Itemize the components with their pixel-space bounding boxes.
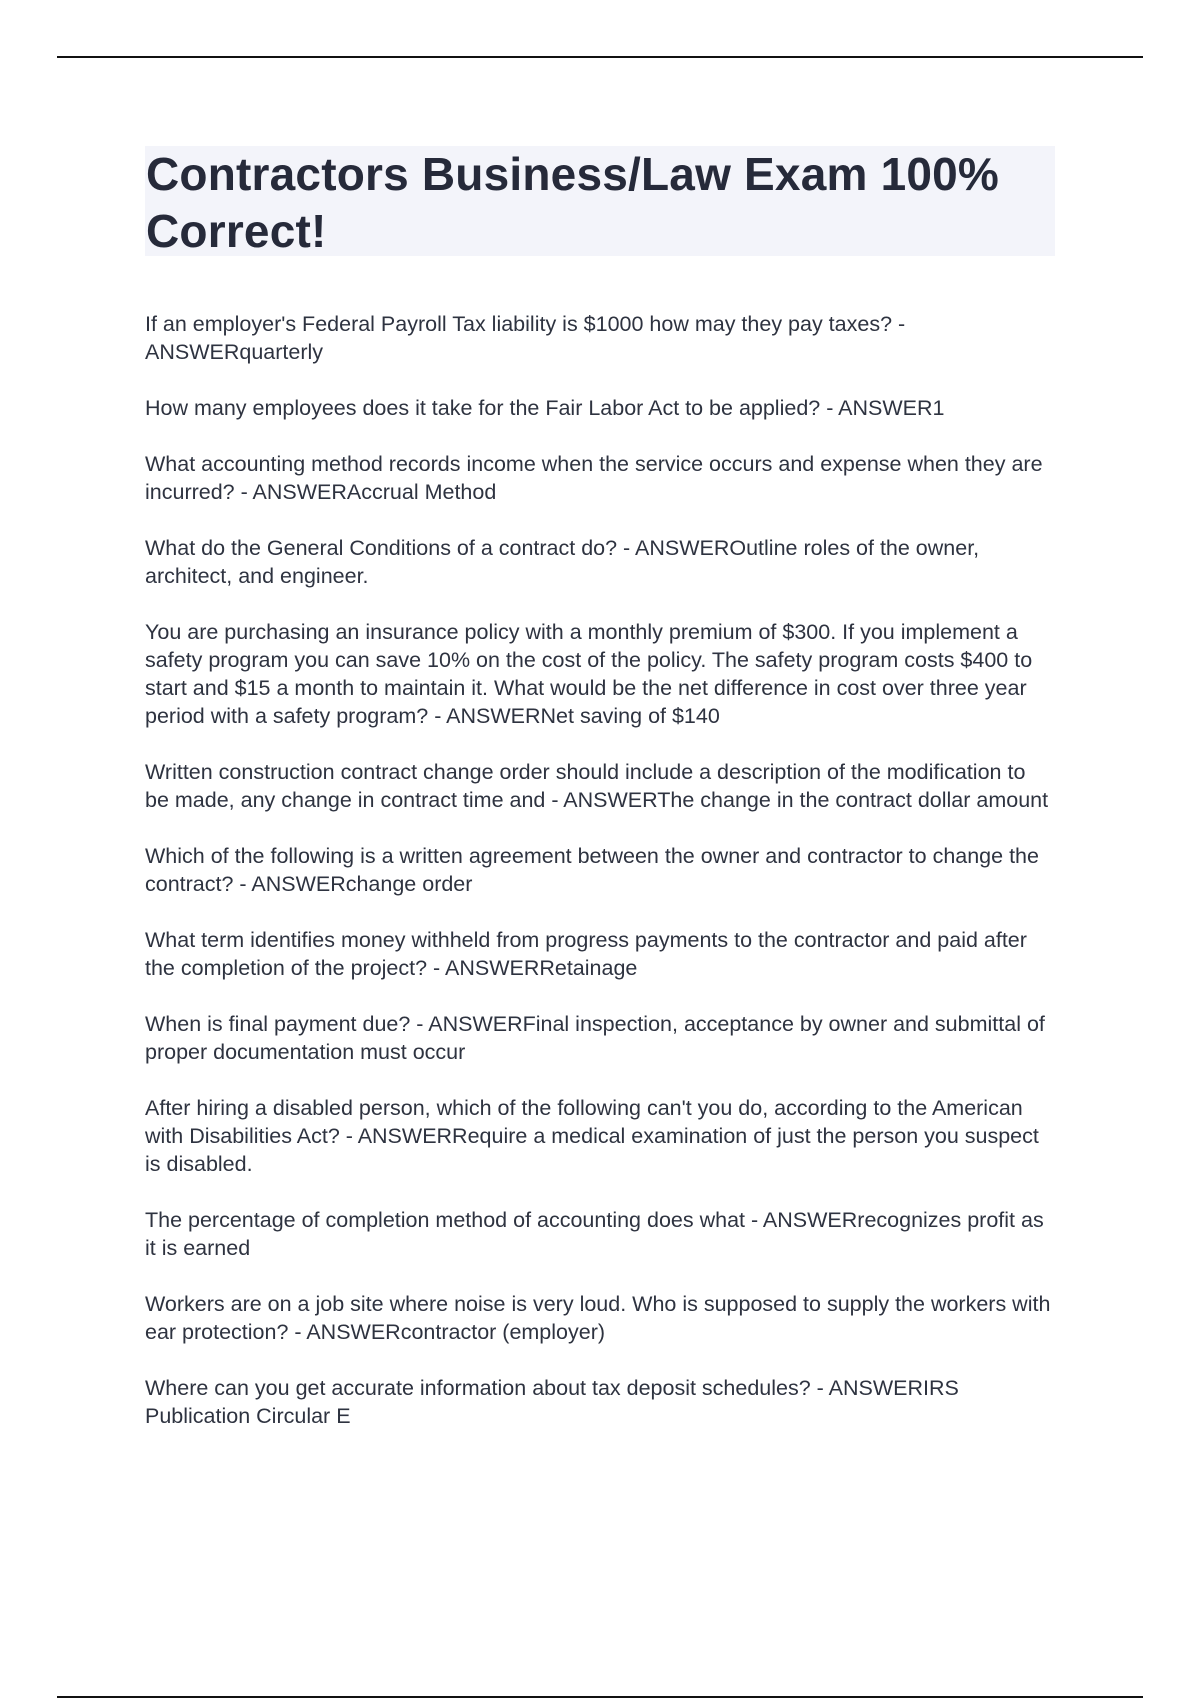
qa-item-11: The percentage of completion method of accounting does what - ANSWERrecognizes profit as it is earned <box>145 1208 1044 1260</box>
bottom-divider <box>57 1696 1143 1698</box>
document-title: Contractors Business/Law Exam 100% Correct! <box>146 148 1000 257</box>
title-banner <box>145 146 1055 256</box>
top-divider <box>57 56 1143 58</box>
qa-list <box>145 310 1055 1458</box>
qa-item-3: What accounting method records income when the service occurs and expense when they are incurred? - ANSWERAccrual Method <box>145 452 1043 504</box>
qa-item-5: You are purchasing an insurance policy with a monthly premium of $300. If you implement a safety program you can save 10% on the cost of the policy. The safety program costs $400 to start and $15 a month to maintain it. What would be the net difference in cost over three year period with a safety program? - ANSWERNet saving of $140 <box>145 620 1033 728</box>
qa-item-9: When is final payment due? - ANSWERFinal inspection, acceptance by owner and submittal of proper documentation must occur <box>145 1012 1045 1064</box>
qa-item-4: What do the General Conditions of a contract do? - ANSWEROutline roles of the owner, architect, and engineer. <box>145 536 980 588</box>
qa-item-2: How many employees does it take for the Fair Labor Act to be applied? - ANSWER1 <box>145 396 945 420</box>
qa-item-6: Written construction contract change order should include a description of the modification to be made, any change in contract time and - ANSWERThe change in the contract dollar amount <box>145 760 1049 812</box>
qa-item-10: After hiring a disabled person, which of the following can't you do, according to the American with Disabilities Act? - ANSWERRequire a medical examination of just the person you suspect is disabled. <box>145 1096 1039 1176</box>
qa-item-1: If an employer's Federal Payroll Tax liability is $1000 how may they pay taxes? - ANSWERquarterly <box>145 312 906 364</box>
qa-item-8: What term identifies money withheld from progress payments to the contractor and paid after the completion of the project? - ANSWERRetainage <box>145 928 1027 980</box>
qa-item-13: Where can you get accurate information about tax deposit schedules? - ANSWERIRS Publication Circular E <box>145 1376 959 1428</box>
qa-item-7: Which of the following is a written agreement between the owner and contractor to change the contract? - ANSWERchange order <box>145 844 1039 896</box>
qa-item-12: Workers are on a job site where noise is very loud. Who is supposed to supply the workers with ear protection? - ANSWERcontractor (employer) <box>145 1292 1051 1344</box>
